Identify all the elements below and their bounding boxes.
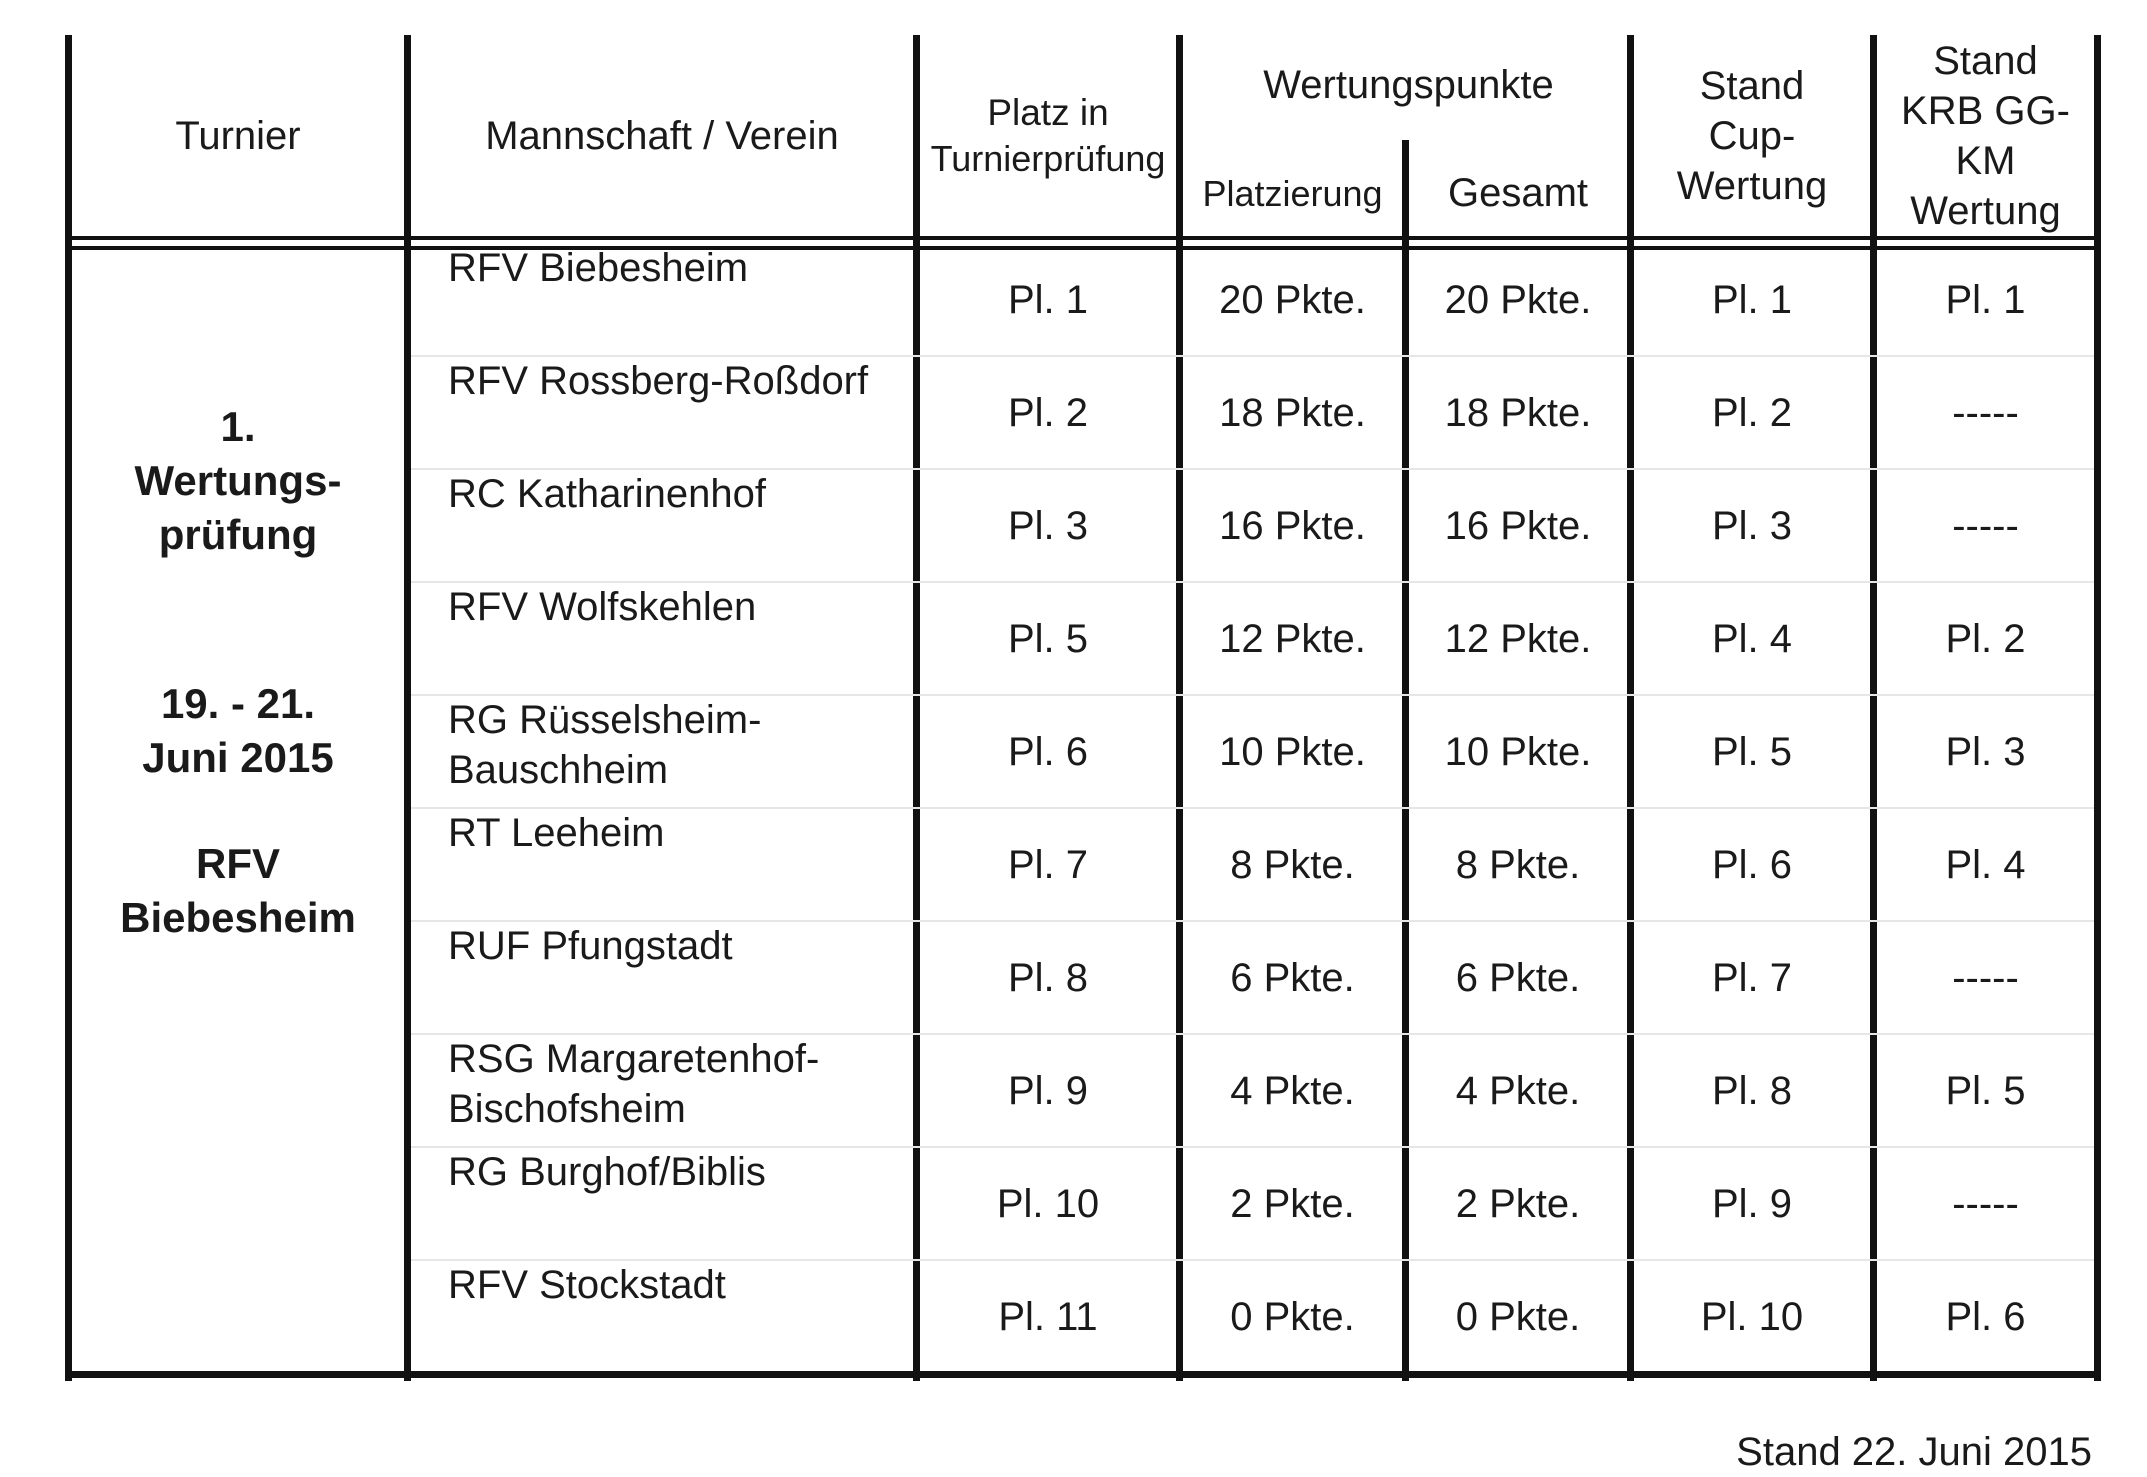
tournament-host-line1: RFV (196, 839, 280, 887)
gesamt-cell (1409, 1034, 1627, 1147)
platzierung-cell-value: 20 Pkte. (1219, 277, 1366, 322)
tournament-cell (72, 400, 404, 960)
cup-cell-value: Pl. 7 (1711, 955, 1793, 1000)
cup-cell-value: Pl. 9 (1711, 1181, 1793, 1226)
gesamt-cell-value: 8 Pkte. (1455, 842, 1581, 887)
cup-cell (1634, 1034, 1870, 1147)
platz-cell (920, 356, 1176, 469)
krb-cell (1877, 921, 2094, 1034)
platz-cell-value: Pl. 8 (1007, 955, 1089, 1000)
platzierung-cell-value: 12 Pkte. (1219, 616, 1366, 661)
header-rule-top (65, 236, 2101, 240)
team-cell (448, 356, 913, 469)
krb-cell-value: Pl. 1 (1945, 277, 2026, 322)
team-name-line1: RFV Stockstadt (448, 1263, 726, 1307)
team-cell (448, 921, 913, 1034)
team-cell (448, 243, 913, 356)
tournament-line3: prüfung (158, 510, 318, 558)
gesamt-cell (1409, 243, 1627, 356)
header-platzierung (1183, 150, 1402, 236)
cup-cell (1634, 469, 1870, 582)
platzierung-cell (1183, 921, 1402, 1034)
krb-cell (1877, 1034, 2094, 1147)
platzierung-cell (1183, 243, 1402, 356)
header-turnier-label: Turnier (175, 113, 301, 158)
platz-cell (920, 469, 1176, 582)
platz-cell-value: Pl. 5 (1007, 616, 1089, 661)
platz-cell-value: Pl. 3 (1007, 503, 1089, 548)
team-cell (448, 1260, 913, 1373)
tournament-date-line1: 19. - 21. (160, 680, 316, 728)
cup-cell-value: Pl. 10 (1700, 1294, 1804, 1339)
header-wertungspunkte (1183, 40, 1634, 130)
platz-cell-value: Pl. 9 (1007, 1068, 1089, 1113)
platz-cell (920, 808, 1176, 921)
platzierung-cell-value: 2 Pkte. (1230, 1181, 1355, 1226)
cup-cell (1634, 921, 1870, 1034)
krb-cell-value: Pl. 6 (1945, 1294, 2026, 1339)
header-platz (920, 35, 1176, 236)
header-stand-krb-line3: KM (1955, 138, 2016, 183)
cup-cell (1634, 808, 1870, 921)
gesamt-cell-value: 10 Pkte. (1444, 729, 1592, 774)
gesamt-cell-value: 6 Pkte. (1455, 955, 1581, 1000)
platzierung-cell (1183, 1034, 1402, 1147)
platzierung-cell-value: 18 Pkte. (1219, 390, 1366, 435)
platzierung-cell (1183, 356, 1402, 469)
header-stand-krb-line4: Wertung (1910, 188, 2061, 233)
krb-cell-value: ----- (1952, 390, 2019, 435)
header-stand-krb (1877, 35, 2094, 236)
krb-cell (1877, 356, 2094, 469)
header-mannschaft (411, 35, 913, 236)
krb-cell (1877, 1147, 2094, 1260)
platz-cell (920, 921, 1176, 1034)
team-cell (448, 582, 913, 695)
krb-cell (1877, 695, 2094, 808)
cup-cell-value: Pl. 6 (1711, 842, 1793, 887)
krb-cell-value: Pl. 4 (1945, 842, 2026, 887)
platz-cell (920, 695, 1176, 808)
platzierung-cell (1183, 582, 1402, 695)
header-platz-line1: Platz in (987, 91, 1109, 133)
platz-cell (920, 582, 1176, 695)
krb-cell (1877, 582, 2094, 695)
cup-cell (1634, 695, 1870, 808)
gesamt-cell-value: 16 Pkte. (1444, 503, 1592, 548)
header-wertungspunkte-label: Wertungspunkte (1263, 63, 1554, 107)
gesamt-cell-value: 20 Pkte. (1444, 277, 1592, 322)
platzierung-cell (1183, 695, 1402, 808)
header-stand-cup-line1: Stand (1699, 63, 1805, 108)
krb-cell (1877, 1260, 2094, 1373)
header-platz-line2: Turnierprüfung (930, 138, 1166, 180)
header-gesamt (1409, 150, 1627, 236)
team-name-line1: RT Leeheim (448, 811, 665, 855)
krb-cell (1877, 243, 2094, 356)
team-name-line1: RFV Wolfskehlen (448, 585, 757, 629)
header-stand-cup-line3: Wertung (1676, 163, 1828, 208)
platzierung-cell-value: 10 Pkte. (1219, 729, 1366, 774)
header-platzierung-label: Platzierung (1202, 172, 1383, 214)
platzierung-cell-value: 16 Pkte. (1219, 503, 1366, 548)
team-cell (448, 695, 913, 808)
header-gesamt-label: Gesamt (1447, 171, 1589, 215)
platzierung-cell-value: 8 Pkte. (1230, 842, 1355, 887)
tournament-date-line2: Juni 2015 (142, 734, 334, 781)
cup-cell-value: Pl. 4 (1711, 616, 1793, 661)
platz-cell (920, 1147, 1176, 1260)
team-name-line1: RFV Rossberg-Roßdorf (448, 359, 869, 403)
team-cell (448, 808, 913, 921)
team-name-line1: RG Burghof/Biblis (448, 1150, 766, 1194)
krb-cell-value: ----- (1952, 955, 2019, 1000)
krb-cell-value: ----- (1952, 503, 2019, 548)
team-name-line1: RFV Biebesheim (448, 246, 749, 290)
team-name-line2: Bischofsheim (448, 1087, 686, 1131)
team-name-line2: Bauschheim (448, 748, 669, 792)
gesamt-cell-value: 18 Pkte. (1444, 390, 1592, 435)
platzierung-cell (1183, 1147, 1402, 1260)
gesamt-cell (1409, 1260, 1627, 1373)
krb-cell (1877, 808, 2094, 921)
header-stand-cup (1634, 35, 1870, 236)
cup-cell-value: Pl. 3 (1711, 503, 1793, 548)
tournament-line2: Wertungs- (134, 456, 342, 504)
team-cell (448, 469, 913, 582)
platzierung-cell-value: 6 Pkte. (1230, 955, 1355, 1000)
cup-cell-value: Pl. 1 (1711, 277, 1793, 322)
platz-cell (920, 1034, 1176, 1147)
krb-cell-value: Pl. 5 (1945, 1068, 2026, 1113)
cup-cell (1634, 1147, 1870, 1260)
cup-cell (1634, 243, 1870, 356)
cup-cell-value: Pl. 5 (1711, 729, 1793, 774)
gesamt-cell-value: 4 Pkte. (1455, 1068, 1581, 1113)
krb-cell (1877, 469, 2094, 582)
cup-cell (1634, 582, 1870, 695)
platz-cell-value: Pl. 6 (1007, 729, 1089, 774)
team-name-line1: RG Rüsselsheim- (448, 698, 762, 742)
krb-cell-value: Pl. 3 (1945, 729, 2026, 774)
platzierung-cell (1183, 1260, 1402, 1373)
platz-cell-value: Pl. 11 (998, 1294, 1098, 1339)
platz-cell (920, 1260, 1176, 1373)
team-name-line1: RC Katharinenhof (448, 472, 766, 516)
gesamt-cell (1409, 921, 1627, 1034)
team-cell (448, 1147, 913, 1260)
gesamt-cell (1409, 469, 1627, 582)
header-turnier (72, 35, 404, 236)
gesamt-cell (1409, 695, 1627, 808)
col-line (1402, 140, 1409, 1381)
gesamt-cell-value: 12 Pkte. (1444, 616, 1592, 661)
cup-cell (1634, 356, 1870, 469)
team-name-line1: RUF Pfungstadt (448, 924, 733, 968)
gesamt-cell-value: 0 Pkte. (1455, 1294, 1581, 1339)
platz-cell (920, 243, 1176, 356)
gesamt-cell (1409, 808, 1627, 921)
gesamt-cell-value: 2 Pkte. (1455, 1181, 1581, 1226)
platz-cell-value: Pl. 1 (1007, 277, 1089, 322)
platzierung-cell-value: 0 Pkte. (1230, 1294, 1355, 1339)
tournament-line1: 1. (220, 403, 256, 450)
header-mannschaft-label: Mannschaft / Verein (485, 113, 839, 158)
platzierung-cell (1183, 469, 1402, 582)
platzierung-cell (1183, 808, 1402, 921)
tournament-host-line2: Biebesheim (120, 893, 356, 941)
platz-cell-value: Pl. 7 (1007, 842, 1089, 887)
krb-cell-value: Pl. 2 (1945, 616, 2026, 661)
team-cell (448, 1034, 913, 1147)
platzierung-cell-value: 4 Pkte. (1230, 1068, 1355, 1113)
gesamt-cell (1409, 582, 1627, 695)
header-stand-krb-line2: KRB GG- (1901, 88, 2070, 133)
platz-cell-value: Pl. 10 (996, 1181, 1100, 1226)
footer-stand: Stand 22. Juni 2015 (1736, 1430, 2092, 1474)
cup-cell-value: Pl. 8 (1711, 1068, 1793, 1113)
header-stand-krb-line1: Stand (1933, 38, 2038, 83)
team-name-line1: RSG Margaretenhof- (448, 1037, 820, 1081)
header-stand-cup-line2: Cup- (1708, 113, 1796, 158)
krb-cell-value: ----- (1952, 1181, 2019, 1226)
cup-cell-value: Pl. 2 (1711, 390, 1793, 435)
gesamt-cell (1409, 356, 1627, 469)
platz-cell-value: Pl. 2 (1007, 390, 1089, 435)
gesamt-cell (1409, 1147, 1627, 1260)
cup-cell (1634, 1260, 1870, 1373)
